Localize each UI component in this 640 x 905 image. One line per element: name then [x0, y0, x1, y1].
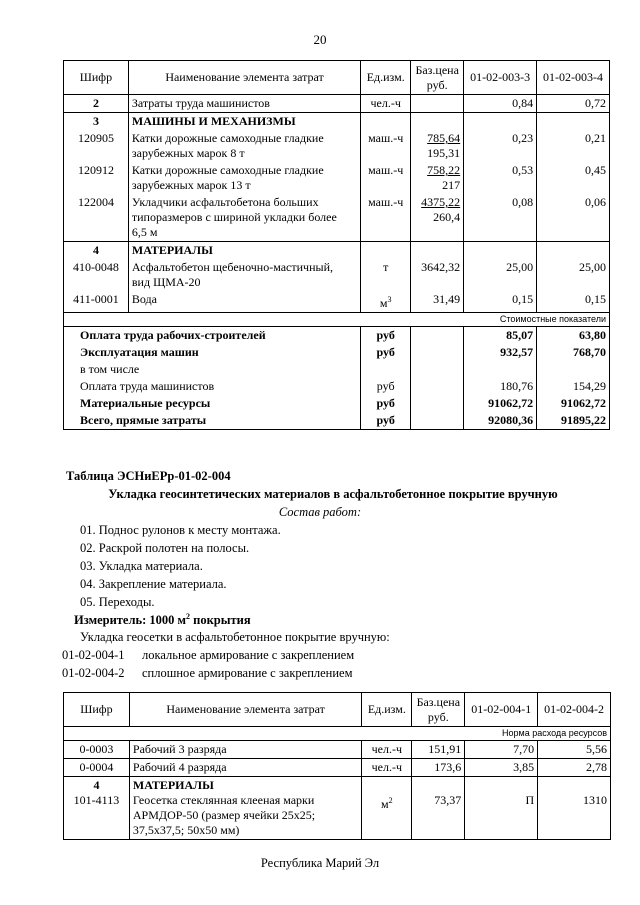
table-row: 120905 Катки дорожные самоходные гладкие зарубежных марок 8 т маш.-ч 785,64 195,31 0,23 0,21	[64, 130, 610, 162]
section-row: 4 МАТЕРИАЛЫ	[64, 242, 610, 260]
section-title: Укладка геосинтетических материалов в асфальтобетонное покрытие вручную	[108, 487, 558, 501]
total-row: Эксплуатация машин руб 932,57 768,70	[64, 344, 610, 361]
caption-row: Стоимостные показатели	[64, 313, 610, 327]
header-unit: Ед.изм.	[361, 61, 411, 95]
header-price: Баз.цена руб.	[411, 61, 464, 95]
page-number: 20	[313, 32, 327, 47]
page-footer: Республика Марий Эл	[260, 856, 380, 870]
header-name: Наименование элемента затрат	[128, 61, 360, 95]
table-row: 122004 Укладчики асфальтобетона больших типоразмеров с шириной укладки более 6,5 м маш.-ч 4375,22 260,4 0,08 0,06	[64, 194, 610, 242]
table-row: 0-0004 Рабочий 4 разряда чел.-ч 173,6 3,85 2,78	[64, 759, 611, 777]
section-row: 3 МАШИНЫ И МЕХАНИЗМЫ	[64, 113, 610, 131]
header-code: Шифр	[64, 61, 129, 95]
table-label: Таблица ЭСНиЕРр-01-02-004	[66, 469, 231, 483]
header-name: Наименование элемента затрат	[129, 693, 361, 727]
work-item: 05. Переходы.	[80, 595, 155, 609]
header-col1: 01-02-004-1	[465, 693, 538, 727]
header-col1: 01-02-003-3	[464, 61, 537, 95]
total-row: в том числе	[64, 361, 610, 378]
total-row: Всего, прямые затраты руб 92080,36 91895,22	[64, 412, 610, 430]
work-item: 03. Укладка материала.	[80, 559, 203, 573]
table-row: 410-0048 Асфальтобетон щебеночно-мастичный, вид ЩМА-20 т 3642,32 25,00 25,00	[64, 259, 610, 291]
variant-code: 01-02-004-2	[62, 666, 125, 680]
table-row: 2 Затраты труда машинистов чел.-ч 0,84 0,72	[64, 95, 610, 113]
table-row: 120912 Катки дорожные самоходные гладкие зарубежных марок 13 т маш.-ч 758,22 217 0,53 0,45	[64, 162, 610, 194]
work-item: 02. Раскрой полотен на полосы.	[80, 541, 250, 555]
subtitle: Укладка геосетки в асфальтобетонное покрытие вручную:	[80, 630, 390, 644]
header-col2: 01-02-003-4	[537, 61, 610, 95]
header-code: Шифр	[64, 693, 130, 727]
variant-text: локальное армирование с закреплением	[142, 648, 355, 662]
work-item: 04. Закрепление материала.	[80, 577, 227, 591]
total-row: Оплата труда машинистов руб 180,76 154,29	[64, 378, 610, 395]
measure-unit: Измеритель: 1000 $м^2$ покрытия	[74, 612, 251, 628]
header-col2: 01-02-004-2	[538, 693, 611, 727]
total-row: Материальные ресурсы руб 91062,72 91062,72	[64, 395, 610, 412]
resource-table-1	[63, 60, 610, 430]
table-row: 411-0001 Вода $м^3$ 31,49 0,15 0,15	[64, 291, 610, 313]
table-row: 0-0003 Рабочий 3 разряда чел.-ч 151,91 7,70 5,56	[64, 741, 611, 759]
works-caption: Состав работ:	[278, 505, 362, 519]
variant-code: 01-02-004-1	[62, 648, 125, 662]
caption-row: Норма расхода ресурсов	[64, 727, 611, 741]
table-row: 4 101-4113 МАТЕРИАЛЫ Геосетка стеклянная клееная марки АРМДОР-50 (размер ячейки 25x25; 37,5x37,5; 50x50 мм) $м^2$ 73,37 П 1310	[64, 777, 611, 840]
resource-table-2	[63, 692, 611, 840]
work-item: 01. Поднос рулонов к месту монтажа.	[80, 523, 281, 537]
header-unit: Ед.изм.	[362, 693, 412, 727]
header-price: Баз.цена руб.	[412, 693, 465, 727]
variant-text: сплошное армирование с закреплением	[142, 666, 353, 680]
total-row: Оплата труда рабочих-строителей руб 85,07 63,80	[64, 327, 610, 345]
